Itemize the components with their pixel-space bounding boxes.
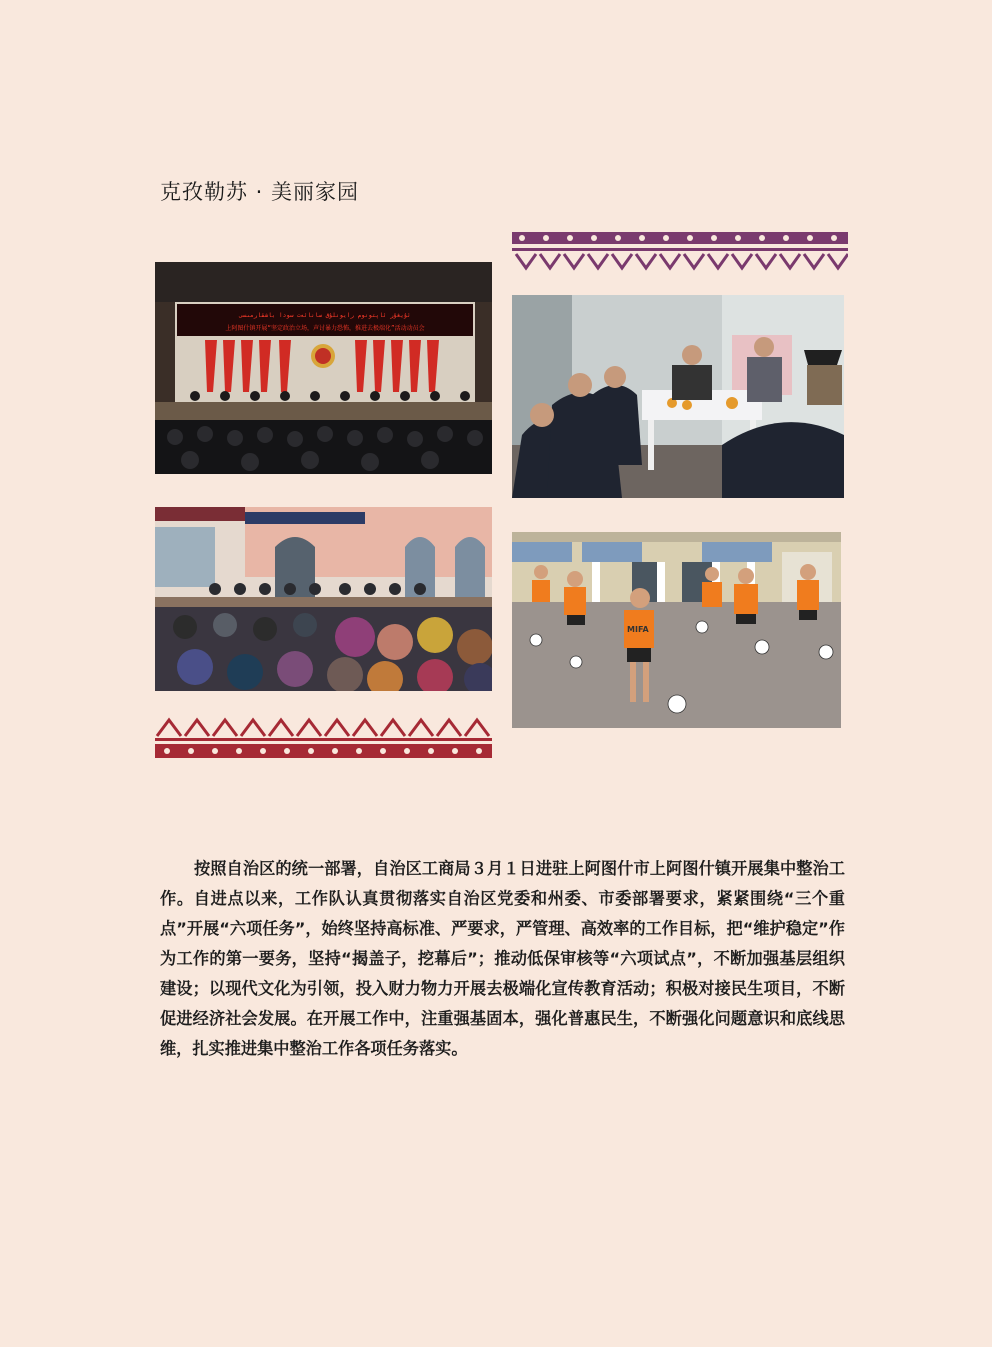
photo-village-assembly [155, 507, 492, 691]
banner-line-2: 上阿图什镇开展“坚定政治立场，声讨暴力恐怖，推进去极端化”活动动员会 [225, 325, 425, 332]
body-paragraph: 按照自治区的统一部署，自治区工商局３月１日进驻上阿图什市上阿图什镇开展集中整治工作。自进点以来，工作队认真贯彻落实自治区党委和州委、市委部署要求，紧紧围绕“三个重点”开展“六项任务”，始终坚持高标准、严要求，严管理、高效率的工作目标，把“维护稳定”作为工作的第一要务，坚持“揭盖子，挖幕后”；推动低保审核等“六项试点”，不断加强基层组织建设；以现代文化为引领，投入财力物力开展去极端化宣传教育活动；积极对接民生项目，不断促进经济社会发展。在开展工作中，注重强基固本，强化普惠民生，不断强化问题意识和底线思维，扎实推进集中整治工作各项任务落实。 [160, 859, 845, 1059]
shirt-text: MIFA [627, 625, 649, 634]
banner-line-1: ئۇيغۇر ئاپتونوم رايونلۇق سانائەت سودا باشقارمىسى [239, 312, 411, 319]
photo-police-visit [512, 295, 844, 498]
photo-meeting-hall [155, 262, 492, 474]
ornament-bottom-left [155, 714, 492, 758]
ornament-top-right [512, 232, 848, 274]
section-title: 克孜勒苏 · 美丽家园 [160, 180, 360, 204]
photo-children-football [512, 532, 841, 728]
